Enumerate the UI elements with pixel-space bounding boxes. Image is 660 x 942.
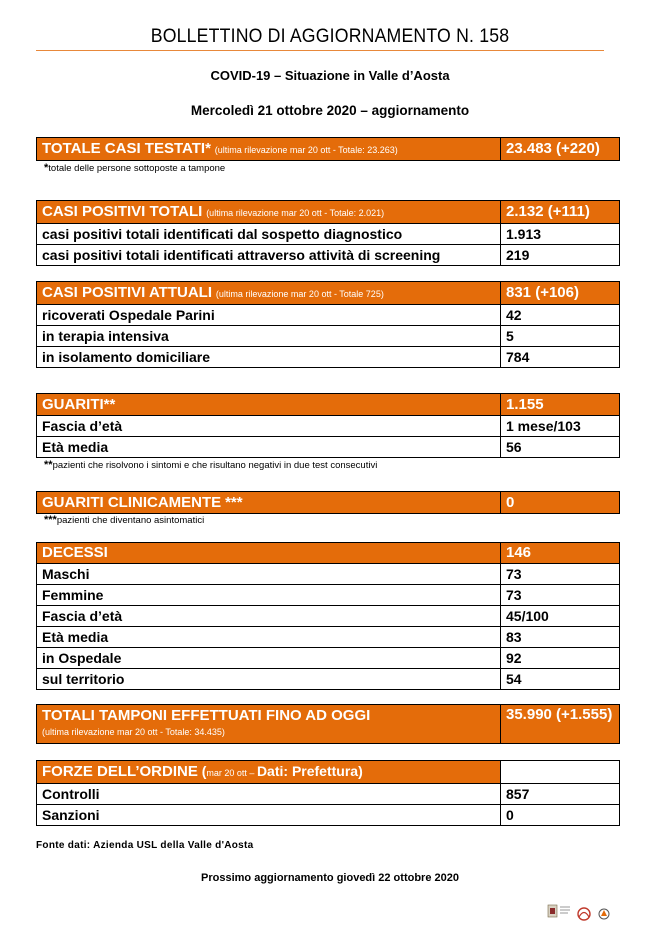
table-row <box>37 585 620 606</box>
row-value: 73 <box>501 585 620 606</box>
data-source: Fonte dati: Azienda USL della Valle d'Aosta <box>36 840 254 851</box>
table-row <box>37 305 620 326</box>
table-header-row <box>37 761 620 784</box>
table-row <box>37 648 620 669</box>
table-header-row <box>37 138 620 161</box>
next-update: Prossimo aggiornamento giovedì 22 ottobre 2020 <box>201 872 459 884</box>
table-row <box>37 416 620 437</box>
row-value: 45/100 <box>501 606 620 627</box>
row-value: 54 <box>501 669 620 690</box>
row-label: in isolamento domiciliare <box>37 347 501 368</box>
row-label: in Ospedale <box>37 648 501 669</box>
table-tamponi <box>36 704 620 744</box>
title-divider <box>36 50 604 51</box>
casi-testati-footnote <box>44 162 225 174</box>
row-label: ricoverati Ospedale Parini <box>37 305 501 326</box>
casi-testati-value: 23.483 (+220) <box>501 138 620 161</box>
row-label: Età media <box>37 437 501 458</box>
row-value: 42 <box>501 305 620 326</box>
casi-positivi-attuali-note: (ultima rilevazione mar 20 ott - Totale 725) <box>215 289 384 299</box>
table-row <box>37 224 620 245</box>
forze-ordine-label: FORZE DELL’ORDINE <box>42 763 198 780</box>
forze-ordine-note-rest: Dati: Prefettura) <box>256 763 363 779</box>
table-row <box>37 805 620 826</box>
table-header-row <box>37 282 620 305</box>
row-value: 219 <box>501 245 620 266</box>
row-label: Sanzioni <box>37 805 501 826</box>
institutional-logos <box>544 902 614 930</box>
guariti-clinicamente-footnote <box>44 514 204 526</box>
decessi-value: 146 <box>501 543 620 564</box>
forze-ordine-note-small: mar 20 ott – <box>206 768 257 778</box>
header-cell <box>37 705 501 744</box>
table-row <box>37 627 620 648</box>
table-guariti <box>36 393 620 458</box>
row-label: casi positivi totali identificati dal sospetto diagnostico <box>37 224 501 245</box>
table-guariti-clinicamente <box>36 491 620 514</box>
row-label: casi positivi totali identificati attraverso attività di screening <box>37 245 501 266</box>
row-value: 0 <box>501 805 620 826</box>
casi-positivi-totali-label: CASI POSITIVI TOTALI <box>42 203 203 220</box>
table-casi-testati <box>36 137 620 161</box>
row-value: 784 <box>501 347 620 368</box>
table-header-row <box>37 201 620 224</box>
table-forze-ordine <box>36 760 620 826</box>
footnote-text: pazienti che diventano asintomatici <box>56 515 205 526</box>
bulletin-title: BOLLETTINO DI AGGIORNAMENTO N. 158 <box>150 26 510 47</box>
usl-logo-icon <box>578 908 590 920</box>
footnote-marker: * <box>205 140 211 157</box>
date-line: Mercoledì 21 ottobre 2020 – aggiornamento <box>190 103 470 118</box>
row-value: 83 <box>501 627 620 648</box>
civil-protection-icon <box>599 909 609 919</box>
row-label: Maschi <box>37 564 501 585</box>
footnote-marker: *** <box>225 494 243 511</box>
footnote-marker: ** <box>103 396 116 413</box>
casi-positivi-attuali-label: CASI POSITIVI ATTUALI <box>42 284 213 301</box>
table-header-row <box>37 705 620 744</box>
header-cell <box>37 394 501 416</box>
footnote-marker: * <box>44 162 49 174</box>
row-value: 1 mese/103 <box>501 416 620 437</box>
footnote-marker: ** <box>44 459 53 471</box>
table-row <box>37 347 620 368</box>
guariti-label: GUARITI <box>42 396 104 413</box>
table-row <box>37 606 620 627</box>
casi-testati-note: (ultima rilevazione mar 20 ott - Totale: 23.263) <box>214 145 398 155</box>
table-header-row <box>37 394 620 416</box>
header-cell <box>37 201 501 224</box>
header-cell <box>37 492 501 514</box>
table-row <box>37 245 620 266</box>
row-label: Femmine <box>37 585 501 606</box>
footnote-marker: *** <box>44 514 57 526</box>
table-casi-positivi-totali <box>36 200 620 266</box>
tamponi-note: (ultima rilevazione mar 20 ott - Totale: 34.435) <box>42 727 225 737</box>
row-label: Controlli <box>37 784 501 805</box>
guariti-value: 1.155 <box>501 394 620 416</box>
guariti-footnote <box>44 459 377 471</box>
footnote-text: totale delle persone sottoposte a tampone <box>48 163 226 174</box>
forze-ordine-note-open: ( <box>201 763 207 779</box>
header-cell <box>37 761 501 784</box>
subtitle: COVID-19 – Situazione in Valle d’Aosta <box>210 68 450 83</box>
row-label: sul territorio <box>37 669 501 690</box>
header-cell <box>37 282 501 305</box>
decessi-label: DECESSI <box>37 543 501 564</box>
row-value: 1.913 <box>501 224 620 245</box>
row-value: 56 <box>501 437 620 458</box>
table-header-row <box>37 543 620 564</box>
casi-positivi-totali-value: 2.132 (+111) <box>501 201 620 224</box>
row-value: 5 <box>501 326 620 347</box>
table-decessi <box>36 542 620 690</box>
row-label: Fascia d’età <box>37 416 501 437</box>
guariti-clinicamente-label: GUARITI CLINICAMENTE <box>42 494 222 511</box>
tamponi-value: 35.990 (+1.555) <box>501 705 620 744</box>
footnote-text: pazienti che risolvono i sintomi e che risultano negativi in due test consecutivi <box>52 460 378 471</box>
row-value: 73 <box>501 564 620 585</box>
casi-testati-label: TOTALE CASI TESTATI <box>42 140 206 157</box>
table-row <box>37 437 620 458</box>
forze-ordine-value <box>501 761 620 784</box>
casi-positivi-attuali-value: 831 (+106) <box>501 282 620 305</box>
table-row <box>37 669 620 690</box>
row-value: 857 <box>501 784 620 805</box>
guariti-clinicamente-value: 0 <box>501 492 620 514</box>
table-row <box>37 326 620 347</box>
row-label: in terapia intensiva <box>37 326 501 347</box>
table-header-row <box>37 492 620 514</box>
table-row <box>37 784 620 805</box>
row-label: Fascia d’età <box>37 606 501 627</box>
table-casi-positivi-attuali <box>36 281 620 368</box>
row-value: 92 <box>501 648 620 669</box>
casi-positivi-totali-note: (ultima rilevazione mar 20 ott - Totale: 2.021) <box>206 208 385 218</box>
region-crest-icon <box>548 905 570 917</box>
table-row <box>37 564 620 585</box>
tamponi-label: TOTALI TAMPONI EFFETTUATI FINO AD OGGI <box>42 707 371 724</box>
header-cell <box>37 138 501 161</box>
row-label: Età media <box>37 627 501 648</box>
